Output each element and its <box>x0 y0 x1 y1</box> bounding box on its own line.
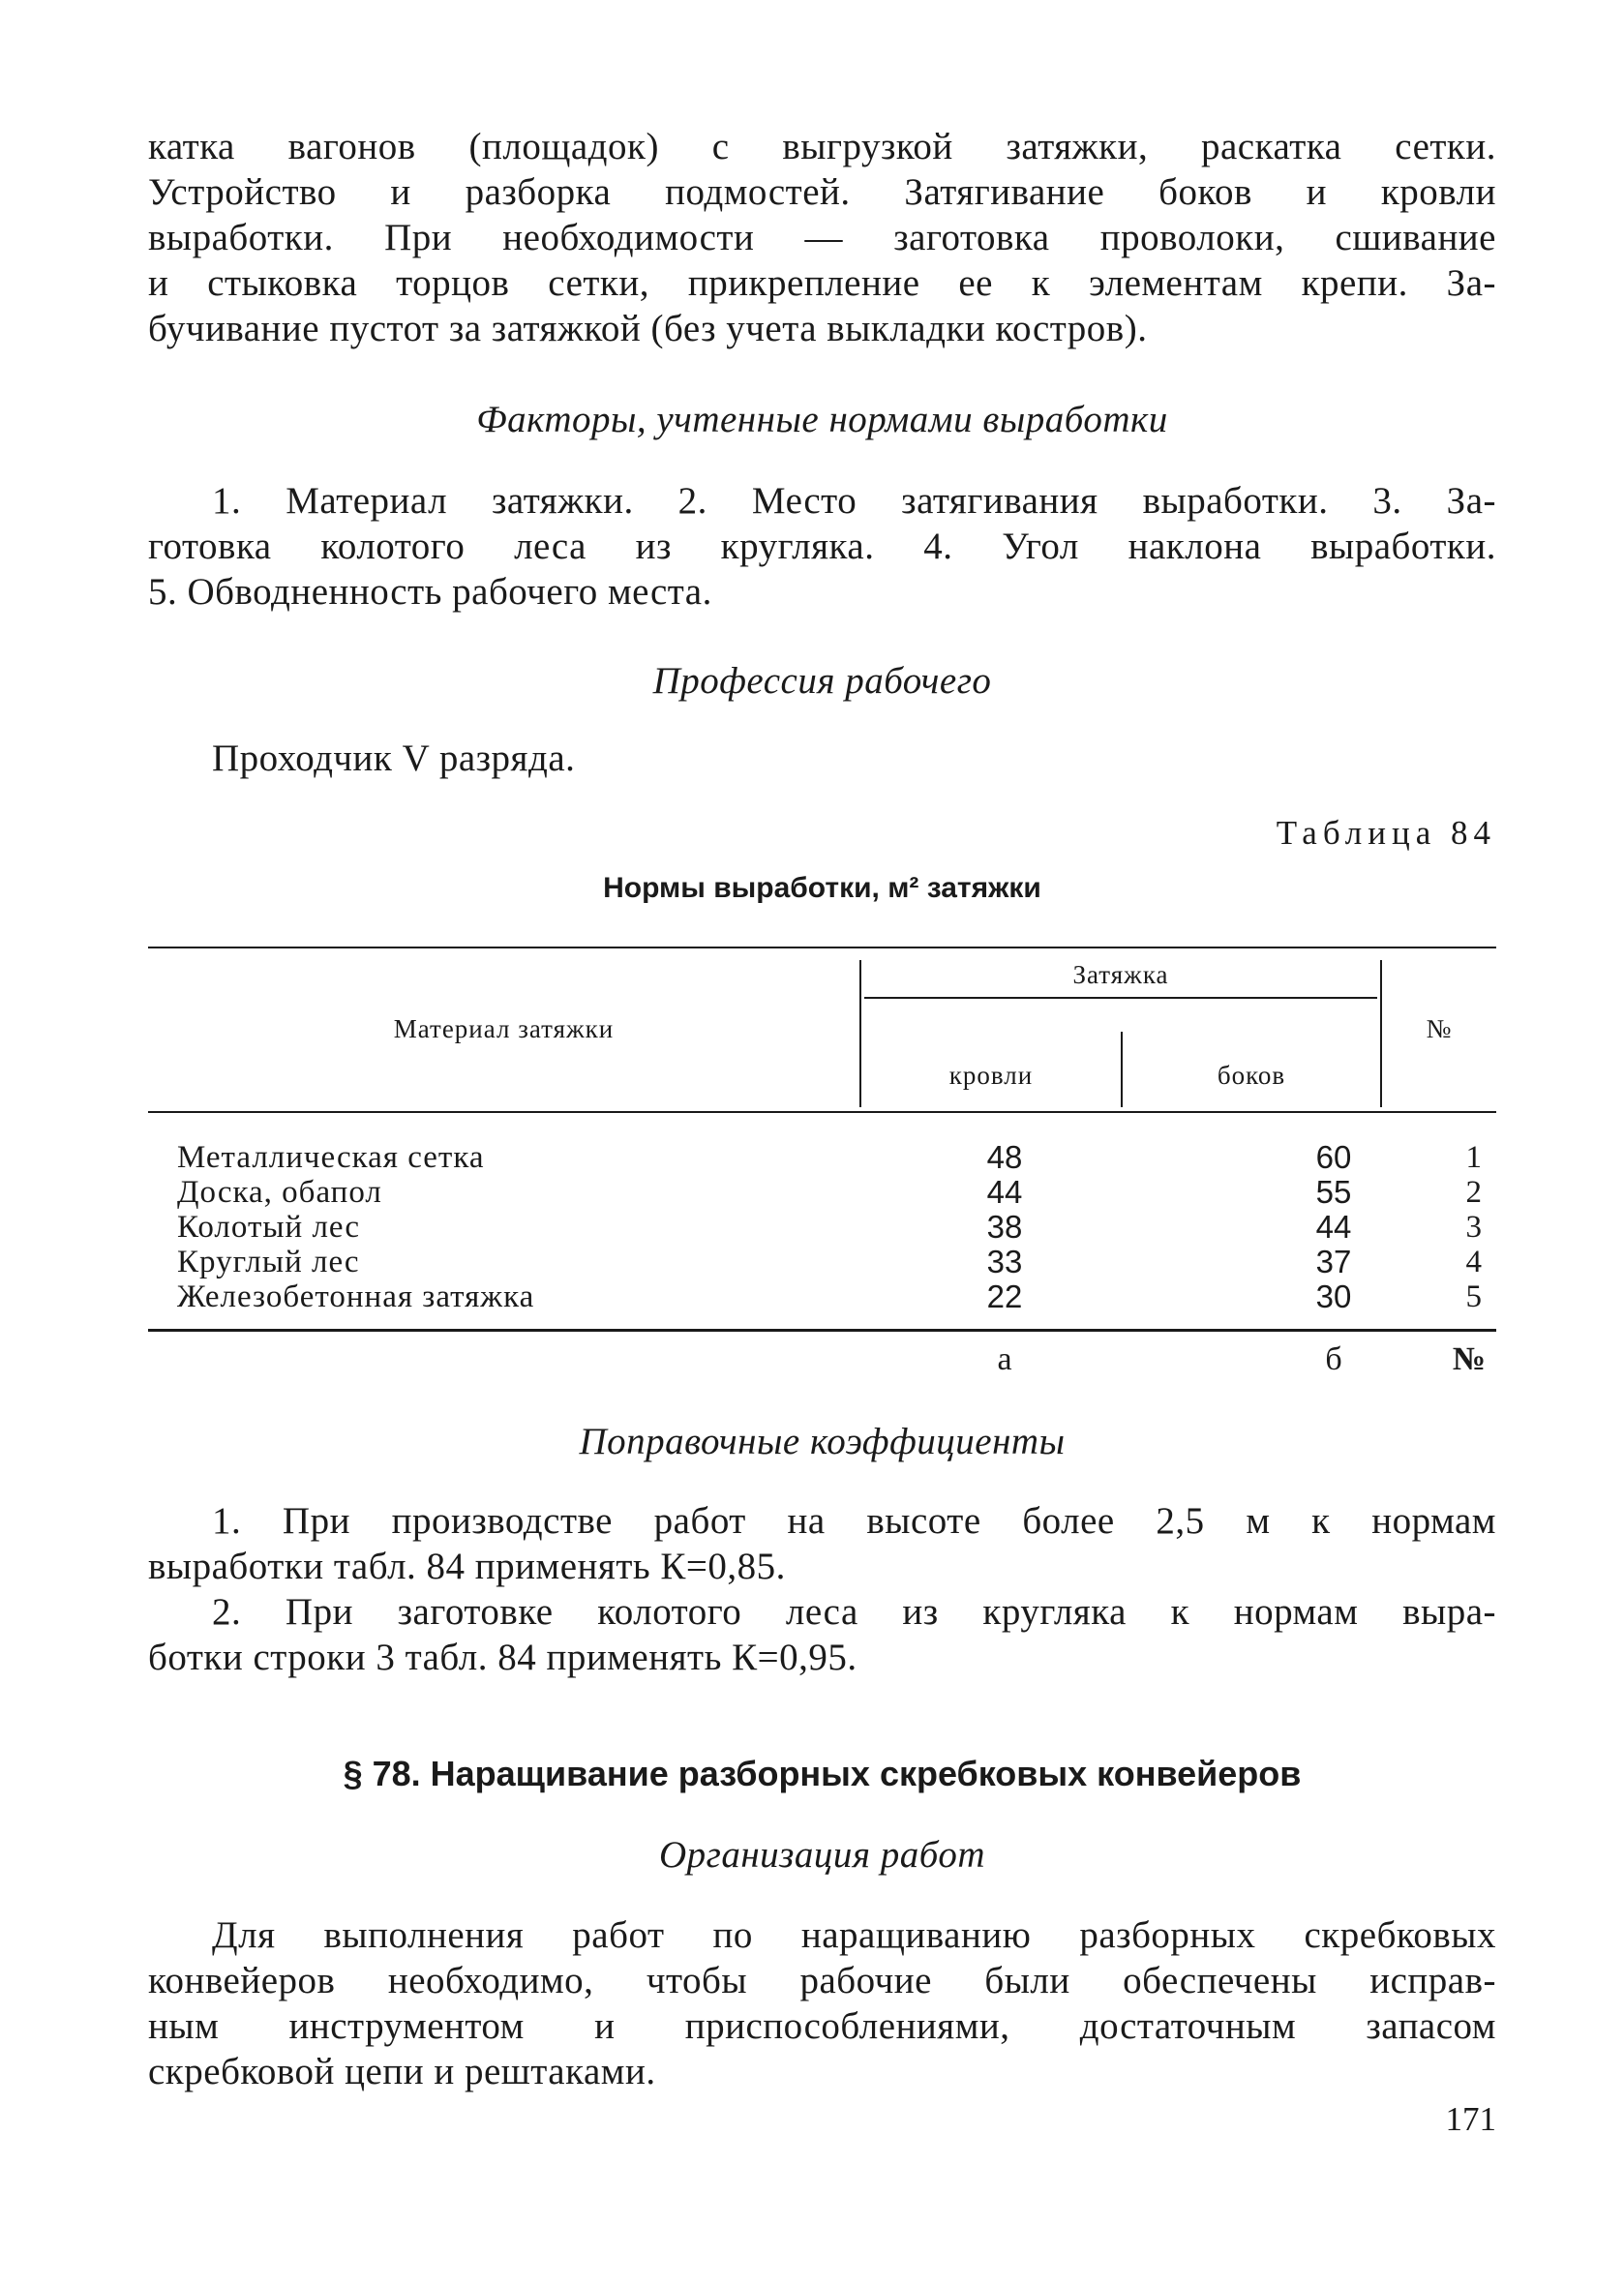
factors-line-1: 1. Материал затяжки. 2. Место затягивания выработки. 3. За- <box>212 480 1496 522</box>
intro-line-2: Устройство и разборка подмостей. Затягивание боков и кровли <box>148 171 1496 213</box>
intro-line-5: бучивание пустот за затяжкой (без учета выкладки костров). <box>148 308 1148 349</box>
table-row <box>148 1140 1496 1175</box>
intro-line-3: выработки. При необходимости — заготовка проволоки, сшивание <box>148 217 1496 258</box>
section-line-4: скребковой цепи и рештаками. <box>148 2051 656 2092</box>
table-caption: Таблица 84 <box>1276 814 1496 852</box>
row-roof-value: 48 <box>986 1139 1023 1175</box>
header-roof: кровли <box>948 1061 1034 1090</box>
row-material: Колотый лес <box>177 1210 361 1245</box>
profession-heading: Профессия рабочего <box>652 660 992 702</box>
footer-number-label: № <box>1452 1341 1486 1377</box>
table-row <box>148 1175 1496 1210</box>
row-number: 3 <box>1465 1210 1482 1245</box>
table-title: Нормы выработки, м² затяжки <box>603 872 1041 904</box>
row-sides-value: 37 <box>1315 1244 1352 1279</box>
table-top-rule <box>148 947 1496 948</box>
row-number: 5 <box>1465 1279 1482 1314</box>
factors-paragraph <box>148 478 1496 615</box>
intro-line-4: и стыковка торцов сетки, прикрепление ее к элементам крепи. За- <box>148 262 1496 304</box>
section-line-3: ным инструментом и приспособлениями, достаточным запасом <box>148 2005 1496 2047</box>
row-sides-value: 60 <box>1315 1139 1352 1175</box>
section-line-1: Для выполнения работ по наращиванию разборных скребковых <box>212 1914 1496 1956</box>
coefficient-item-1 <box>148 1498 1496 1589</box>
profession-text: Проходчик V разряда. <box>212 737 576 779</box>
footer-roof-label: а <box>997 1341 1012 1377</box>
row-number: 1 <box>1465 1140 1482 1175</box>
row-sides-value: 55 <box>1315 1174 1352 1210</box>
row-material: Металлическая сетка <box>177 1140 485 1175</box>
factors-line-3: 5. Обводненность рабочего места. <box>148 571 712 613</box>
coefficient-2-line-1: 2. При заготовке колотого леса из кругляка к нормам выра- <box>212 1591 1496 1633</box>
row-number: 4 <box>1465 1245 1482 1279</box>
row-roof-value: 22 <box>986 1278 1023 1314</box>
header-bottom-rule <box>148 1111 1496 1113</box>
row-material: Железобетонная затяжка <box>177 1279 535 1314</box>
factors-heading: Факторы, учтенные нормами выработки <box>476 399 1168 440</box>
header-sides: боков <box>1217 1061 1286 1090</box>
coefficient-1-line-2: выработки табл. 84 применять К=0,85. <box>148 1546 786 1587</box>
intro-paragraph <box>148 124 1496 351</box>
table-row <box>148 1279 1496 1314</box>
footer-sides-label: б <box>1325 1341 1342 1377</box>
row-roof-value: 33 <box>986 1244 1023 1279</box>
page-number: 171 <box>1445 2100 1496 2138</box>
row-material: Доска, обапол <box>177 1175 382 1210</box>
section-title: § 78. Наращивание разборных скребковых конвейеров <box>343 1754 1302 1793</box>
section-line-2: конвейеров необходимо, чтобы рабочие были обеспечены исправ- <box>148 1960 1496 2001</box>
coefficients-heading: Поправочные коэффициенты <box>579 1421 1066 1462</box>
intro-line-1: катка вагонов (площадок) с выгрузкой затяжки, раскатка сетки. <box>148 126 1496 167</box>
factors-line-2: готовка колотого леса из кругляка. 4. Угол наклона выработки. <box>148 526 1496 567</box>
header-number: № <box>1426 1014 1453 1043</box>
coefficient-2-line-2: ботки строки 3 табл. 84 применять К=0,95. <box>148 1637 857 1678</box>
table-row <box>148 1245 1496 1279</box>
row-roof-value: 38 <box>986 1209 1023 1245</box>
row-sides-value: 30 <box>1315 1278 1352 1314</box>
coefficient-item-2 <box>148 1589 1496 1680</box>
row-sides-value: 44 <box>1315 1209 1352 1245</box>
table-row <box>148 1210 1496 1245</box>
header-group-rule <box>864 997 1377 999</box>
row-material: Круглый лес <box>177 1245 360 1279</box>
header-group: Затяжка <box>1072 960 1169 989</box>
row-roof-value: 44 <box>986 1174 1023 1210</box>
section-subheading: Организация работ <box>658 1834 986 1876</box>
header-material: Материал затяжки <box>393 1014 615 1043</box>
section-paragraph <box>148 1912 1496 2094</box>
row-number: 2 <box>1465 1175 1482 1210</box>
table-body-bottom-rule <box>148 1329 1496 1332</box>
coefficient-1-line-1: 1. При производстве работ на высоте более 2,5 м к нормам <box>212 1500 1496 1542</box>
